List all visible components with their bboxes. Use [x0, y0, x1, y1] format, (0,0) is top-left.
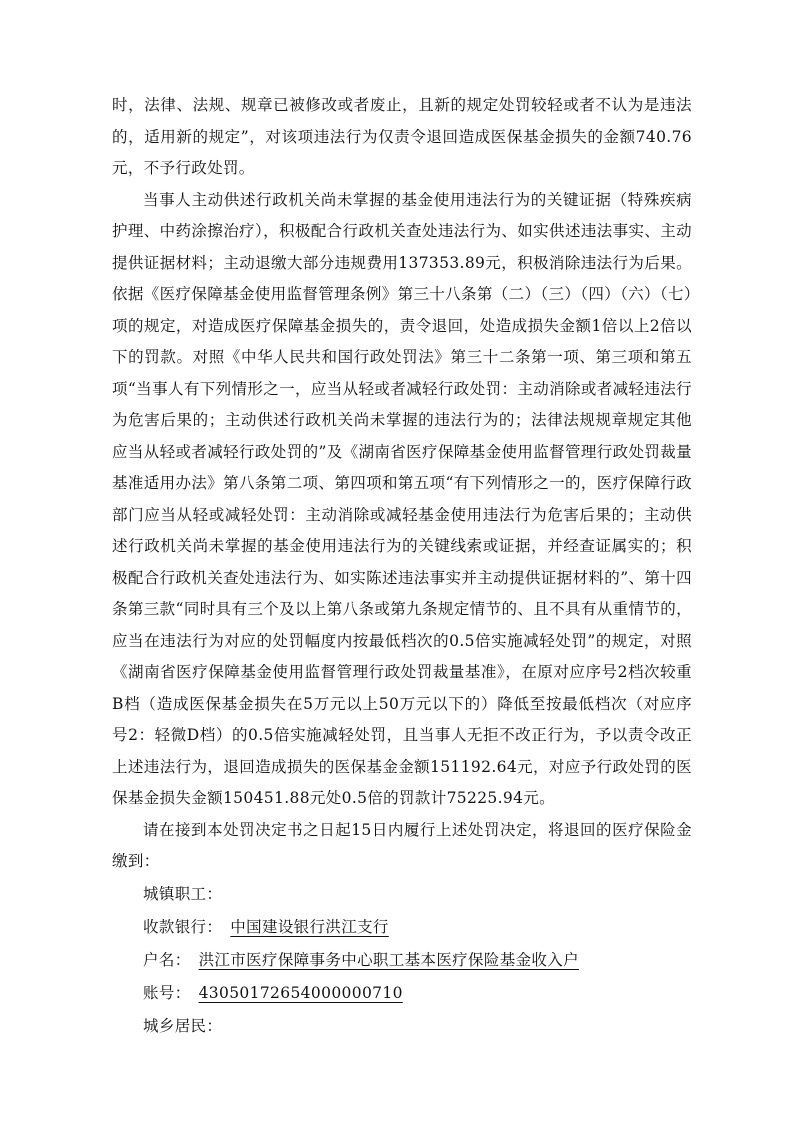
document-page: [112, 90, 692, 1043]
account-name-label: 户名：: [143, 950, 191, 969]
account-number-label: 账号：: [143, 983, 191, 1002]
urban-rural-resident-section: [112, 1010, 692, 1043]
account-number-row: [112, 977, 692, 1010]
paragraph-mitigation: 当事人主动供述行政机关尚未掌握的基金使用违法行为的关键证据（特殊疾病护理、中药涂擦治疗），积极配合行政机关查处违法行为、如实供述违法事实、主动提供证据材料；主动退缴大部分违规费用137353.89元，积极消除违法行为后果。依据《医疗保障基金使用监督管理条例》第三十八条第（二）（三）（四）（六）（七）项的规定，对造成医疗保障基金损失的，责令退回，处造成损失金额1倍以上2倍以下的罚款。对照《中华人民共和国行政处罚法》第三十二条第一项、第三项和第五项“当事人有下列情形之一，应当从轻或者减轻行政处罚：主动消除或者减轻违法行为危害后果的；主动供述行政机关尚未掌握的违法行为的；法律法规规章规定其他应当从轻或者减轻行政处罚的”及《湖南省医疗保障基金使用监督管理行政处罚裁量基准适用办法》第八条第二项、第四项和第五项“有下列情形之一的，医疗保障行政部门应当从轻或减轻处罚：主动消除或减轻基金使用违法行为危害后果的；主动供述行政机关尚未掌握的基金使用违法行为的关键线索或证据，并经查证属实的；积极配合行政机关查处违法行为、如实陈述违法事实并主动提供证据材料的”、第十四条第三款“同时具有三个及以上第八条或第九条规定情节的、且不具有从重情节的，应当在违法行为对应的处罚幅度内按最低档次的0.5倍实施减轻处罚”的规定，对照《湖南省医疗保障基金使用监督管理行政处罚裁量基准》，在原对应序号2档次较重B档（造成医保基金损失在5万元以上50万元以下的）降低至按最低档次（对应序号2：轻微D档）的0.5倍实施减轻处罚，且当事人无拒不改正行为，予以责令改正上述违法行为，退回造成损失的医保基金金额151192.64元，对应予行政处罚的医保基金损失金额150451.88元处0.5倍的罚款计75225.94元。: [112, 190, 692, 807]
urban-employee-heading: 城镇职工：: [143, 884, 223, 903]
account-name-value: 洪江市医疗保障事务中心职工基本医疗保险基金收入户: [198, 950, 579, 969]
bank-value: 中国建设银行洪江支行: [230, 917, 389, 936]
urban-rural-resident-heading: 城乡居民：: [143, 1016, 223, 1035]
bank-row: [112, 911, 692, 944]
account-name-row: [112, 944, 692, 977]
account-number-value: 43050172654000000710: [198, 983, 403, 1002]
urban-employee-section: [112, 878, 692, 1010]
paragraph-payment-instruction: 请在接到本处罚决定书之日起15日内履行上述处罚决定，将退回的医疗保险金缴到：: [112, 820, 692, 870]
bank-label: 收款银行：: [143, 917, 223, 936]
paragraph-continuation: 时，法律、法规、规章已被修改或者废止，且新的规定处罚较轻或者不认为是违法的，适用新的规定”，对该项违法行为仅责令退回造成医保基金损失的金额740.76元，不予行政处罚。: [112, 96, 692, 177]
